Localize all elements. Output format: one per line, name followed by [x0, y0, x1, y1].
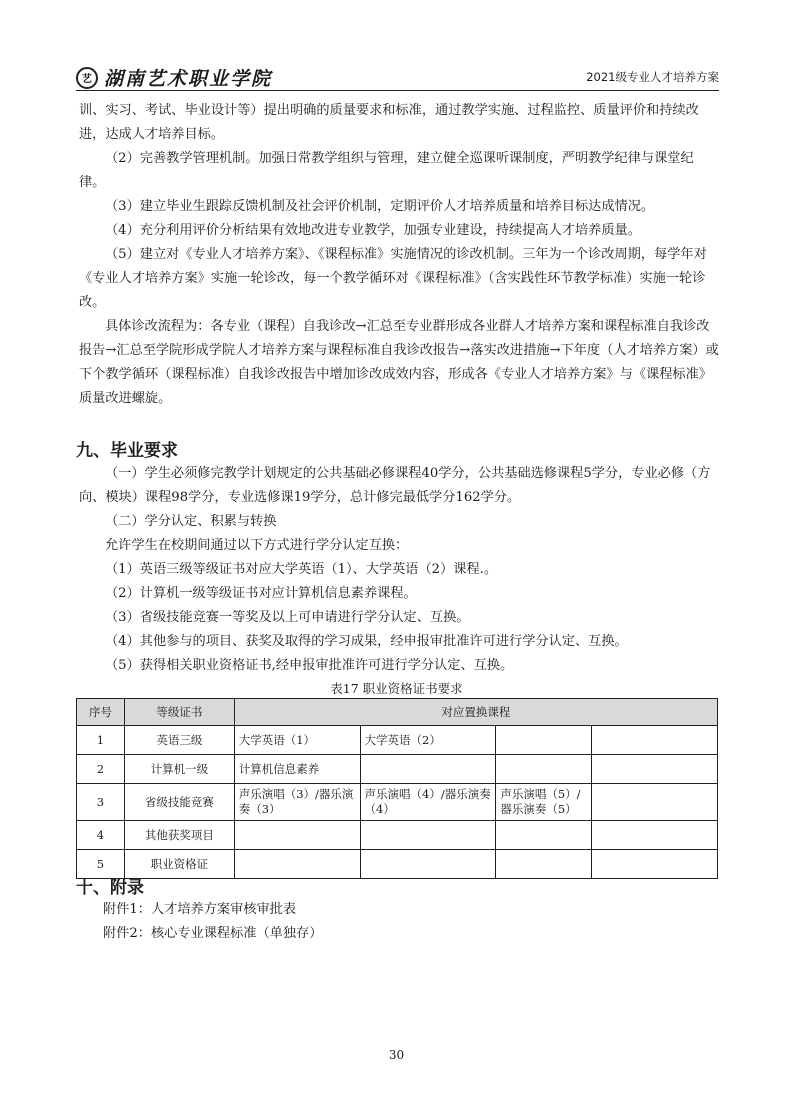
header-cell: 对应置换课程 — [234, 699, 717, 726]
table-cell — [360, 850, 496, 879]
table-cell: 大学英语（2） — [360, 726, 496, 755]
table-cell — [592, 821, 718, 850]
paragraph: （一）学生必须修完教学计划规定的公共基础必修课程40学分，公共基础选修课程5学分，专业必修（方向、模块）课程98学分，专业选修课19学分，总计修完最低学分162学分。 — [79, 466, 711, 505]
table-cell: 省级技能竞赛 — [124, 784, 234, 821]
certificate-table — [76, 698, 718, 879]
table-row — [77, 850, 718, 879]
table-cell — [234, 850, 360, 879]
table-cell — [234, 821, 360, 850]
table-cell — [360, 821, 496, 850]
table-cell: 计算机信息素养 — [234, 755, 360, 784]
table-cell — [360, 755, 496, 784]
table-cell: 职业资格证 — [124, 850, 234, 879]
table-cell — [592, 755, 718, 784]
table-cell: 2 — [77, 755, 125, 784]
paragraph: （5）获得相关职业资格证书,经申报审批准许可进行学分认定、互换。 — [105, 658, 514, 673]
school-logo — [76, 64, 272, 91]
paragraph: （2）完善教学管理机制。加强日常教学组织与管理，建立健全巡课听课制度，严明教学纪律与课堂纪律。 — [79, 151, 694, 190]
table-cell: 声乐演唱（4）/器乐演奏（4） — [360, 784, 496, 821]
header-cell: 序号 — [77, 699, 125, 726]
table-cell: 其他获奖项目 — [124, 821, 234, 850]
appendix-item: 附件1：人才培养方案审核审批表 — [103, 902, 297, 917]
table-cell: 4 — [77, 821, 125, 850]
document-title: 2021级专业人才培养方案 — [586, 70, 719, 84]
paragraph: （2）计算机一级等级证书对应计算机信息素养课程。 — [105, 586, 417, 601]
paragraph: 允许学生在校期间通过以下方式进行学分认定互换： — [105, 538, 409, 553]
paragraph: （4）充分利用评价分析结果有效地改进专业教学，加强专业建设，持续提高人才培养质量。 — [105, 223, 641, 238]
table-row — [77, 755, 718, 784]
paragraph: （4）其他参与的项目、获奖及取得的学习成果，经申报审批准许可进行学分认定、互换。 — [105, 634, 628, 649]
table-row — [77, 821, 718, 850]
table-cell — [496, 755, 592, 784]
table-cell — [592, 784, 718, 821]
section-8-continuation — [79, 99, 719, 411]
table-cell — [496, 726, 592, 755]
page-header — [76, 64, 719, 91]
table-cell: 3 — [77, 784, 125, 821]
table-cell: 计算机一级 — [124, 755, 234, 784]
table-cell: 声乐演唱（5）/器乐演奏（5） — [496, 784, 592, 821]
table-cell — [496, 850, 592, 879]
paragraph: （1）英语三级等级证书对应大学英语（1）、大学英语（2）课程.。 — [105, 562, 498, 577]
table-header-row — [77, 699, 718, 726]
table-cell — [592, 726, 718, 755]
table-cell — [496, 821, 592, 850]
appendix-item: 附件2：核心专业课程标准（单独存） — [103, 926, 323, 941]
paragraph: 训、实习、考试、毕业设计等）提出明确的质量要求和标准，通过教学实施、过程监控、质量评价和持续改进，达成人才培养目标。 — [79, 103, 699, 142]
header-cell: 等级证书 — [124, 699, 234, 726]
paragraph: （3）建立毕业生跟踪反馈机制及社会评价机制，定期评价人才培养质量和培养目标达成情况。 — [105, 199, 655, 214]
table-cell: 声乐演唱（3）/器乐演奏（3） — [234, 784, 360, 821]
section-10-heading: 十、附录 — [76, 878, 144, 898]
section-9-body — [79, 462, 719, 678]
table-caption: 表17 职业资格证书要求 — [330, 681, 463, 696]
paragraph: （二）学分认定、积累与转换 — [105, 514, 277, 529]
table-cell: 5 — [77, 850, 125, 879]
paragraph: 具体诊改流程为：各专业（课程）自我诊改→汇总至专业群形成各业群人才培养方案和课程标准自我诊改报告→汇总至学院形成学院人才培养方案与课程标准自我诊改报告→落实改进措施→下年度（人才培养方案）或下个教学循环（课程标准）自我诊改报告中增加诊改成效内容，形成各《专业人才培养方案》与《课程标准》质量改进螺旋。 — [79, 319, 719, 406]
school-seal-icon: 艺 — [76, 67, 98, 89]
paragraph: （3）省级技能竞赛一等奖及以上可申请进行学分认定、互换。 — [105, 610, 470, 625]
table-cell: 1 — [77, 726, 125, 755]
table-cell: 英语三级 — [124, 726, 234, 755]
table-cell — [592, 850, 718, 879]
paragraph: （5）建立对《专业人才培养方案》、《课程标准》实施情况的诊改机制。三年为一个诊改周期，每学年对《专业人才培养方案》实施一轮诊改，每一个教学循环对《课程标准》（含实践性环节教学标准）实施一轮诊改。 — [79, 247, 707, 310]
page-number: 30 — [388, 1048, 405, 1062]
table-cell: 大学英语（1） — [234, 726, 360, 755]
school-name-calligraphy: 湖南艺术职业学院 — [104, 68, 273, 90]
table-row — [77, 726, 718, 755]
table-row — [77, 784, 718, 821]
section-9-heading: 九、毕业要求 — [76, 441, 178, 461]
